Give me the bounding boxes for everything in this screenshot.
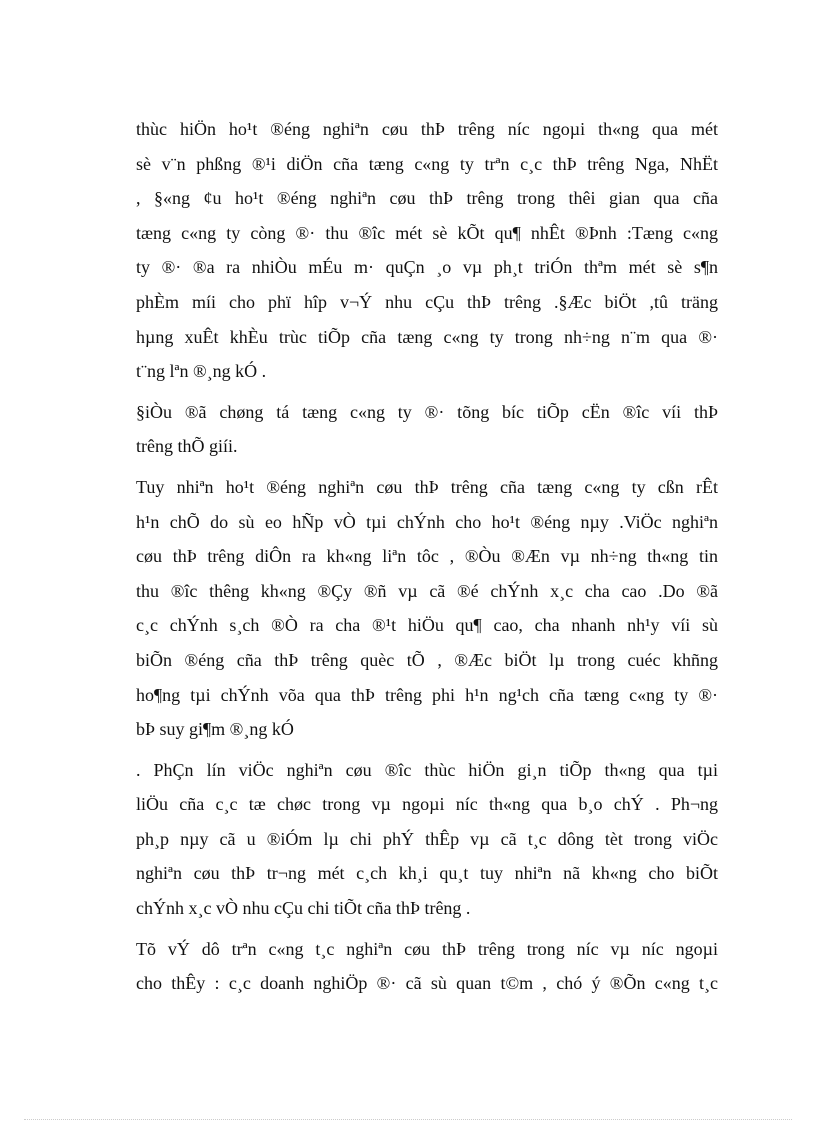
text-line: c¸c chÝnh s¸ch ®Ò ra cha ®¹t hiÖu qu¶ cao, cha nhanh nh¹y víi sù [136,615,718,636]
text-line: thùc hiÖn ho¹t ®éng nghiªn cøu thÞ trêng níc ngoµi th«ng qua mét [136,119,718,139]
text-line: nghiªn cøu thÞ tr¬ng mét c¸ch kh¸i qu¸t tuy nhiªn nã kh«ng cho biÕt [136,863,718,884]
text-line: ph¸p nµy cã u ®iÓm lµ chi phÝ thÊp vµ cã t¸c dông tèt trong viÖc [136,828,718,849]
text-line: Tõ vÝ dô trªn c«ng t¸c nghiªn cøu thÞ trêng trong níc vµ níc ngoµi [136,938,718,959]
paragraph-2 [136,395,718,464]
text-line: §iÒu ®ã chøng tá tæng c«ng ty ®· tõng bíc tiÕp cËn ®îc víi thÞ [136,401,718,422]
text-line: sè v¨n phßng ®¹i diÖn cña tæng c«ng ty trªn c¸c thÞ trêng Nga, NhËt [136,153,718,174]
paragraph-4 [136,753,718,926]
text-line: ho¶ng tµi chÝnh võa qua thÞ trêng phi h¹n ng¹ch cña tæng c«ng ty ®· [136,684,718,705]
text-line: t¨ng lªn ®¸ng kÓ . [136,361,267,382]
text-line: , §«ng ¢u ho¹t ®éng nghiªn cøu thÞ trêng trong thêi gian qua cña [136,188,718,209]
text-line: bÞ suy gi¶m ®¸ng kÓ [136,719,294,740]
text-line: ty ®· ®a ra nhiÒu mÉu m· quÇn ¸o vµ ph¸t triÓn thªm mét sè s¶n [136,257,718,278]
text-line: . PhÇn lín viÖc nghiªn cøu ®îc thùc hiÖn gi¸n tiÕp th«ng qua tµi [136,759,718,780]
text-line: phÈm míi cho phï hîp v¬Ý nhu cÇu thÞ trêng .§Æc biÖt ,tû träng [136,291,718,312]
paragraph-1 [136,112,718,389]
text-line: hµng xuÊt khÈu trùc tiÕp cña tæng c«ng ty trong nh÷ng n¨m qua ®· [136,326,718,347]
text-line: cho thÊy : c¸c doanh nghiÖp ®· cã sù quan t©m , chó ý ®Õn c«ng t¸c [136,973,718,994]
page-bottom-divider [24,1119,792,1120]
text-line: cøu thÞ trêng diÔn ra kh«ng liªn tôc , ®Òu ®Æn vµ nh÷ng th«ng tin [136,546,718,567]
text-line: thu ®îc thêng kh«ng ®Çy ®ñ vµ cã ®é chÝnh x¸c cha cao .Do ®ã [136,580,718,601]
text-line: tæng c«ng ty còng ®· thu ®îc mét sè kÕt qu¶ nhÊt ®Þnh :Tæng c«ng [136,222,718,243]
text-line: chÝnh x¸c vÒ nhu cÇu chi tiÕt cña thÞ trêng . [136,898,471,919]
paragraph-3 [136,470,718,747]
paragraph-5 [136,932,718,1001]
body-text [136,112,718,1007]
text-line: h¹n chÕ do sù eo hÑp vÒ tµi chÝnh cho ho¹t ®éng nµy .ViÖc nghiªn [136,511,718,532]
text-line: Tuy nhiªn ho¹t ®éng nghiªn cøu thÞ trêng cña tæng c«ng ty cßn rÊt [136,476,718,497]
text-line: liÖu cña c¸c tæ chøc trong vµ ngoµi níc th«ng qua b¸o chÝ . Ph¬ng [136,794,718,815]
text-line: biÕn ®éng cña thÞ trêng quèc tÕ , ®Æc biÖt lµ trong cuéc khñng [136,649,718,670]
text-line: trêng thÕ giíi. [136,436,238,457]
